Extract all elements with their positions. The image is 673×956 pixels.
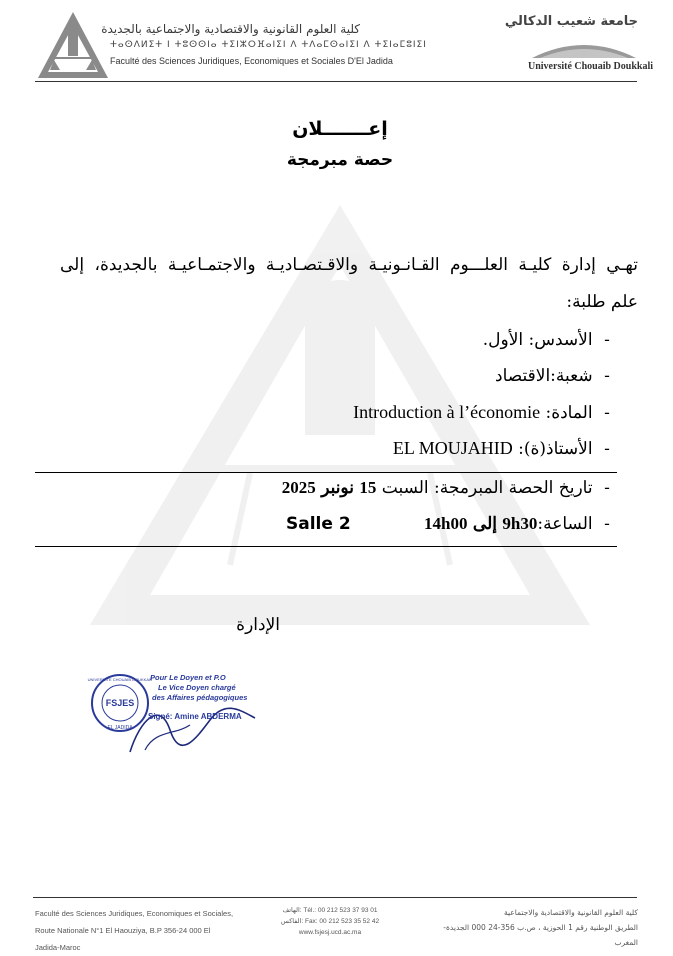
department-item: - شعبة:الاقتصاد <box>495 366 610 386</box>
time-separator: إلى <box>472 514 497 534</box>
intro-line-1: تهـي إدارة كليـة العلـــوم القـانـونيـة والاقـتصـاديـة والاجتمـاعيـة بالجديدة، إلى <box>60 255 638 275</box>
date-day: 15 <box>359 478 377 497</box>
schedule-bottom-rule <box>35 546 617 547</box>
signature-line-3: des Affaires pédagogiques <box>152 693 248 702</box>
professor-label: الأستاذ(ة): <box>518 439 593 459</box>
subject-label: المادة: <box>545 403 593 423</box>
footer-divider <box>33 897 637 898</box>
time-label: الساعة: <box>537 514 593 534</box>
signature-line-1: Pour Le Doyen et P.O <box>150 673 226 682</box>
semester-text: الأسدس: الأول. <box>482 330 593 350</box>
footer-address-arabic: كلية العلوم القانونية والاقتصادية والاجتماعية الطريق الوطنية رقم 1 الحوزية ، ص.ب 356-24 000 الجديدة-المغرب <box>443 908 638 947</box>
stamp-ring-bottom: EL JADIDA <box>107 725 133 731</box>
faculty-name-arabic: كلية العلوم القانونية والاقتصادية والاجتماعية بالجديدة <box>101 22 360 36</box>
stamp-center: FSJES <box>105 698 135 708</box>
faculty-name-tifinagh: ⵜⴰⵙⴷⵍⵉⵜ ⵏ ⵜⵓⵙⵙⵏⴰ ⵜⵉⵏⵣⵔⴼⴰⵏⵉⵏ ⴷ ⵜⴷⴰⵎⵙⴰⵏⵉⵏ ⴷ ⵜⵉⵏⴰⵎⵓⵏⵉⵏ <box>110 40 427 50</box>
university-name-arabic: جامعة شعيب الدكالي <box>504 14 638 29</box>
date-label: تاريخ الحصة المبرمجة: السبت <box>381 478 593 498</box>
stamp-ring-top: UNIVERSITE CHOUAIB DOUKKALI <box>87 677 153 682</box>
fsjes-stamp <box>87 673 153 733</box>
date-month: نونبر <box>321 478 354 498</box>
university-logo <box>530 38 638 60</box>
time-from: 9h30 <box>502 514 538 533</box>
subject-item: - المادة: Introduction à l’économie <box>353 402 610 423</box>
date-year: 2025 <box>281 478 316 497</box>
time-to: 14h00 <box>424 514 468 533</box>
subject-value: Introduction à l’économie <box>353 402 541 422</box>
faculty-name-french: Faculté des Sciences Juridiques, Economiques et Sociales D'El Jadida <box>110 56 393 66</box>
university-name-french: Université Chouaib Doukkali <box>528 61 654 72</box>
announcement-title: إعـــــــلان <box>292 118 388 140</box>
time-item: - الساعة:9h30 إلى 14h00 <box>424 514 610 534</box>
footer-contact: الهاتف: Tél.: 00 212 523 37 93 01 الفاكس: Fax: 00 212 523 35 52 42 www.fsjesj.ucd.ac.ma <box>280 907 380 936</box>
date-item: - تاريخ الحصة المبرمجة: السبت 15 نونبر 2025 <box>281 478 610 498</box>
footer-address-french: Faculté des Sciences Juridiques, Economiques et Sociales, Route Nationale N°1 El Haouziya, B.P 356-24 000 El Jadida-Maroc <box>35 909 234 952</box>
professor-value: EL MOUJAHID <box>392 438 513 458</box>
signature-name: Signé: Amine ABDERMA <box>148 712 242 721</box>
semester-item: - الأسدس: الأول. <box>482 330 610 350</box>
schedule-top-rule <box>35 472 617 473</box>
faculty-logo <box>38 12 108 78</box>
professor-item: - الأستاذ(ة): EL MOUJAHID <box>392 438 610 459</box>
room-label: Salle 2 <box>286 514 351 534</box>
signature-line-2: Le Vice Doyen chargé <box>158 683 236 692</box>
intro-line-2: علم طلبة: <box>566 292 638 312</box>
department-text: شعبة:الاقتصاد <box>495 366 593 386</box>
signoff-administration: الإدارة <box>236 615 280 635</box>
header-divider <box>35 81 637 82</box>
signature-block <box>150 673 250 703</box>
announcement-subtitle: حصة مبرمجة <box>286 150 394 170</box>
